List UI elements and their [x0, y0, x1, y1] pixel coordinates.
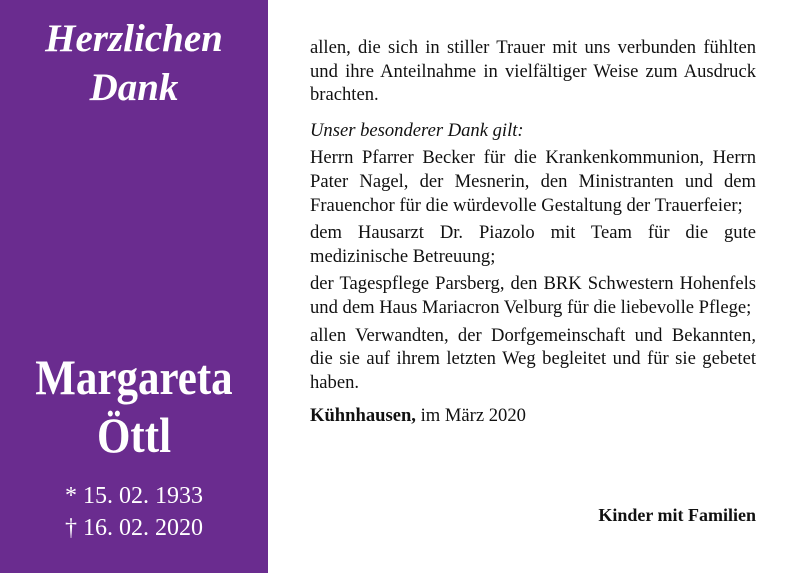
thanks-paragraph-3: der Tagespflege Parsberg, den BRK Schwestern Hohenfels und dem Haus Mariacron Velburg für die liebevolle Pflege; [310, 273, 756, 318]
heading-line-2: Dank [89, 66, 179, 109]
first-name: Margareta [35, 349, 233, 405]
notice-body [310, 36, 756, 428]
place-date-line [310, 404, 756, 428]
heading [0, 14, 268, 112]
thanks-paragraph-1: Herrn Pfarrer Becker für die Krankenkommunion, Herrn Pater Nagel, der Mesnerin, den Ministranten und dem Frauenchor für die würdevolle Gestaltung der Trauerfeier; [310, 147, 756, 216]
purple-sidebar [0, 0, 268, 573]
place: Kühnhausen, [310, 405, 416, 427]
date: im März 2020 [415, 405, 526, 427]
intro-paragraph: allen, die sich in stiller Trauer mit uns verbunden fühlten und ihre Anteilnahme in vielfältiger Weise zum Ausdruck brachten. [310, 37, 756, 106]
thanks-paragraph-4: allen Verwandten, der Dorfgemeinschaft und Bekannten, die sie auf ihrem letzten Weg begleitet und für sie gebetet haben. [310, 324, 756, 393]
life-dates [0, 480, 268, 544]
birth-date: * 15. 02. 1933 [65, 483, 203, 509]
special-thanks-lead: Unser besonderer Dank gilt: [310, 119, 524, 141]
deceased-name [19, 348, 249, 464]
heading-line-1: Herzlichen [45, 17, 223, 60]
last-name: Öttl [96, 407, 172, 463]
signoff: Kinder mit Familien [598, 505, 756, 525]
thanks-paragraph-2: dem Hausarzt Dr. Piazolo mit Team für die gute medizinische Betreuung; [310, 222, 756, 267]
death-date: † 16. 02. 2020 [65, 515, 203, 541]
